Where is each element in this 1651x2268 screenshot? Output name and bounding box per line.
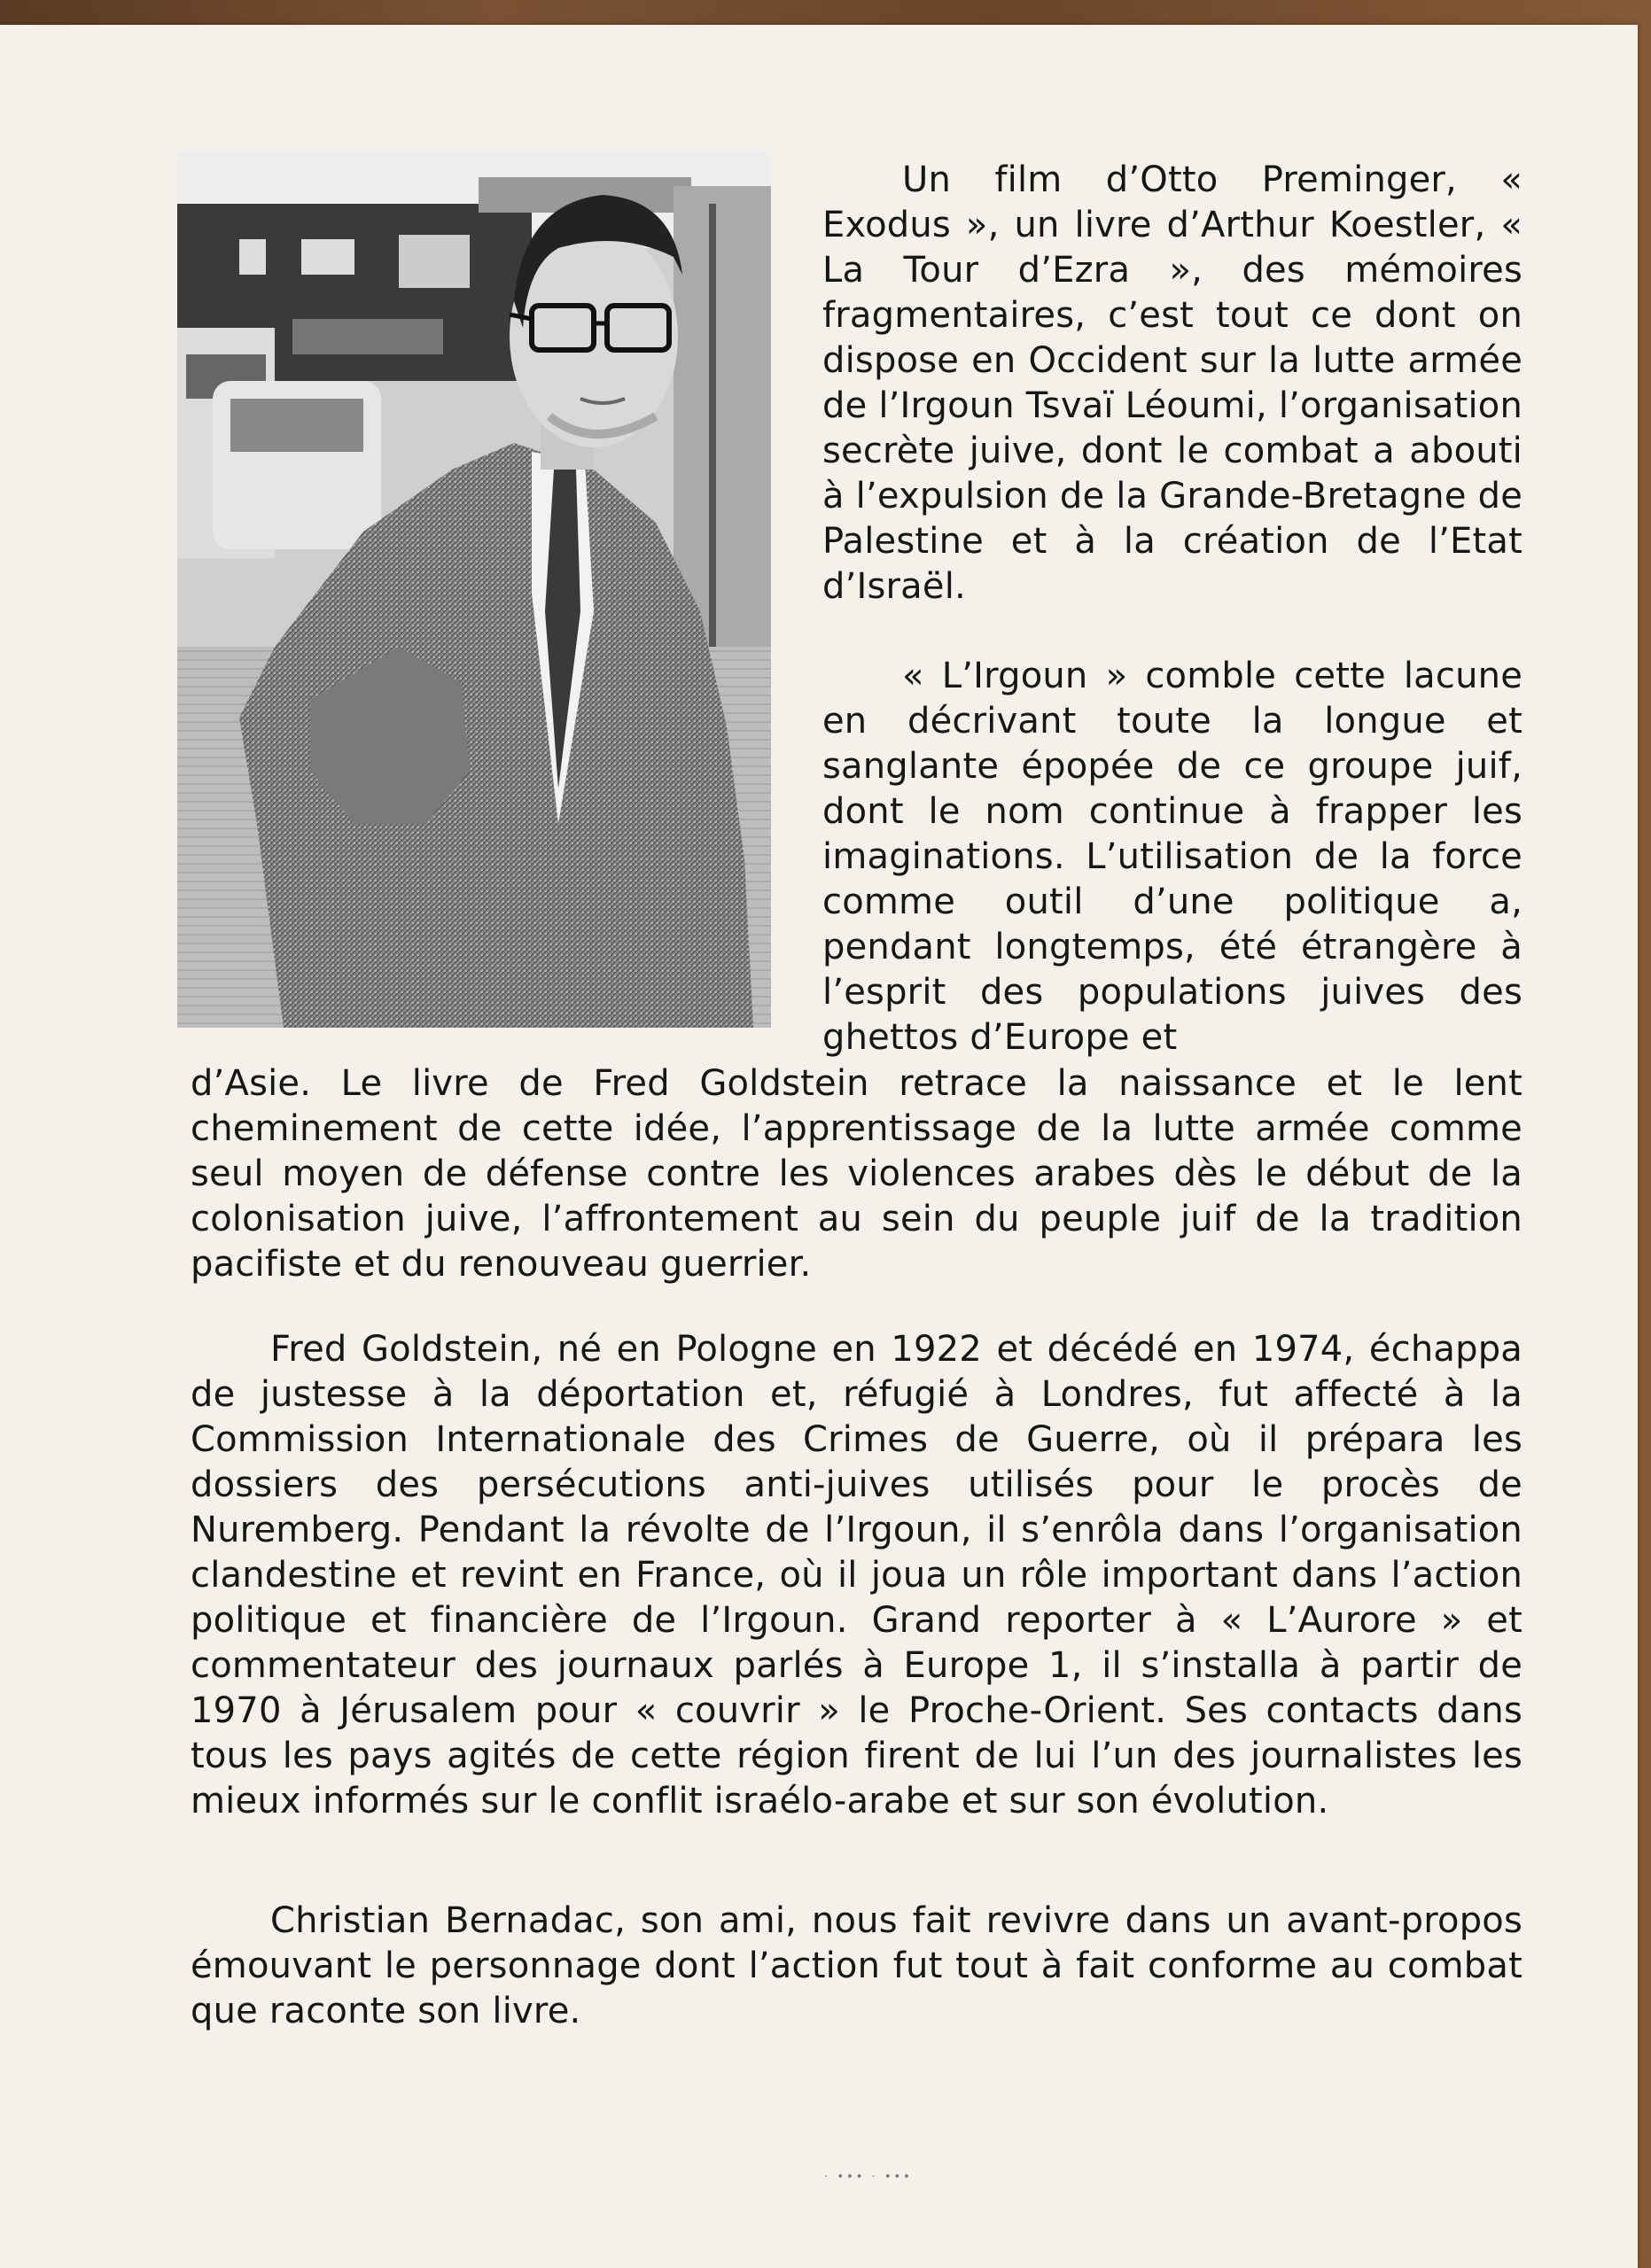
book-back-cover: [0, 25, 1638, 2268]
irgoun-paragraph-top: « L’Irgoun » comble cette lacune en décrivant toute la longue et sanglante épopée de ce groupe juif, dont le nom continue à frapper les imaginations. L’utilisation de la force comme outil d’une politique a, pendant longtemps, été étrangère à l’esprit des populations juives des ghettos d’Europe et: [822, 656, 1523, 1058]
author-biography-paragraph: Fred Goldstein, né en Pologne en 1922 et décédé en 1974, échappa de justesse à la déportation et, réfugié à Londres, fut affecté à la Commission Internationale des Crimes de Guerre, où il prépara les dossiers des persécutions anti-juives utilisés pour le procès de Nuremberg. Pendant la révolte de l’Irgoun, il s’enrôla dans l’organisation clandestine et revint en France, où il joua un rôle important dans l’action politique et financière de l’Irgoun. Grand reporter à « L’Aurore » et commentateur des journaux parlés à Europe 1, il s’installa à partir de 1970 à Jérusalem pour « couvrir » le Proche-Orient. Ses contacts dans tous les pays agités de cette région firent de lui l’un des journalistes les mieux informés sur le conflit israélo-arabe et sur son évolution.: [191, 1329, 1523, 1821]
intro-paragraph: Un film d’Otto Preminger, « Exodus », un livre d’Arthur Koestler, « La Tour d’Ezra », des mémoires fragmentaires, c’est tout ce dont on dispose en Occident sur la lutte armée de l’Irgoun Tsvaï Léoumi, l’organisation secrète juive, dont le combat a abouti à l’expulsion de la Grande-Bretagne de Palestine et à la création de l’Etat d’Israël.: [822, 159, 1523, 607]
author-portrait-image: [177, 151, 771, 1028]
foreword-paragraph: Christian Bernadac, son ami, nous fait revivre dans un avant-propos émouvant le personnage dont l’action fut tout à fait conforme au combat que raconte son livre.: [191, 1900, 1523, 2031]
irgoun-paragraph-bottom: d’Asie. Le livre de Fred Goldstein retrace la naissance et le lent cheminement de cette idée, l’apprentissage de la lutte armée comme seul moyen de défense contre les violences arabes dès le début de la colonisation juive, l’affrontement au sein du peuple juif de la tradition pacifiste et du renouveau guerrier.: [191, 1063, 1523, 1285]
printer-imprint: · ••• · •••: [824, 2171, 913, 2184]
author-portrait-photo: [177, 151, 771, 1028]
